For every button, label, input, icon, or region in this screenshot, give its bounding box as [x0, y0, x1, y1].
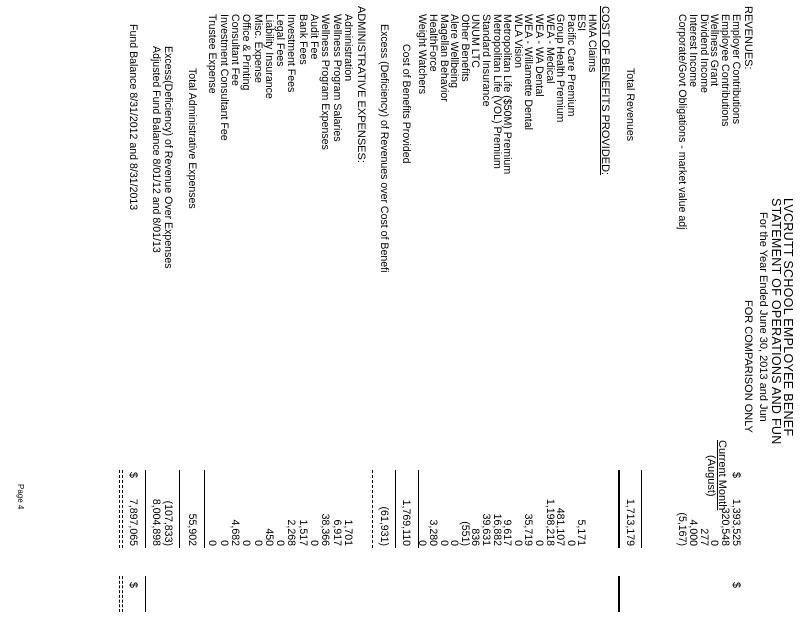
line-item-amount: 0 [240, 540, 253, 546]
line-item-row [586, 6, 597, 618]
line-item-amount: 0 [308, 540, 321, 546]
line-item-row [698, 6, 709, 618]
fund-balance-amount: 7,897,065 [127, 498, 139, 546]
line-item-label: Weight Watchers [416, 14, 429, 95]
line-item-row [576, 6, 587, 618]
line-item-row [470, 6, 481, 618]
line-item-amount: 38,366 [319, 513, 332, 546]
cost-of-benefits-row [400, 6, 411, 618]
total-admin-label: Total Administrative Expenses [186, 68, 198, 209]
comparison-note: FOR COMPARISON ONLY [742, 300, 754, 433]
line-item-row [730, 6, 741, 618]
line-item-row [286, 6, 297, 618]
line-item-amount: 836 [469, 528, 482, 546]
line-item-row [491, 6, 502, 618]
line-item-amount: 4,000 [686, 519, 699, 546]
line-item-amount: 0 [511, 540, 524, 546]
line-item-amount: 0 [564, 540, 577, 546]
total-revenues-row [624, 6, 635, 618]
column-header-month: (August) [705, 455, 717, 497]
line-item-row [207, 6, 218, 618]
report-title-line-3: For the Year Ended June 30, 2013 and Jun [757, 212, 769, 422]
line-item-label: WEA - Medical [543, 14, 556, 84]
line-item-row [502, 6, 513, 618]
line-item-row [709, 6, 720, 618]
line-item-label: Investment Fees [285, 14, 298, 93]
revenue-dollar-sign-col2: $ [730, 582, 742, 588]
adjusted-fund-balance-amount: 8,004,898 [150, 498, 162, 546]
line-item-amount: 1,198,218 [543, 498, 556, 546]
line-item-amount: 5,171 [575, 519, 588, 546]
line-item-label: Pacific Care Premium [564, 14, 577, 117]
fund-balance-double-rule-1 [122, 470, 123, 548]
line-item-label: WEA - Willamette Dental [522, 14, 535, 130]
fund-balance-dollar-sign-col2: $ [127, 582, 139, 588]
line-item-label: Metropolitan Life (VOL) Premium [490, 14, 503, 169]
line-item-label: Corporate/Govt Obligations - market value adj [676, 14, 688, 230]
line-item-row [275, 6, 286, 618]
adjusted-fund-balance-row [150, 6, 161, 618]
line-item-amount: 0 [274, 540, 287, 546]
fund-balance-rule-col2 [145, 576, 146, 612]
line-item-amount: 0 [437, 540, 450, 546]
line-item-label: Employer Contributions [730, 14, 742, 125]
total-admin-row [186, 6, 197, 618]
line-item-amount: (5,167) [676, 512, 688, 546]
fund-balance-row [127, 6, 138, 618]
line-item-amount: 450 [262, 528, 275, 546]
fund-balance-double-rule-2 [119, 470, 120, 548]
report-title-line-2: STATEMENT OF OPERATIONS AND FUN [769, 198, 783, 445]
line-item-row [252, 6, 263, 618]
line-item-row [309, 6, 320, 618]
line-item-amount: 0 [533, 540, 545, 546]
line-item-label: Wellness Program Expenses [319, 14, 332, 150]
line-item-row [512, 6, 523, 618]
line-item-amount: 1,701 [342, 519, 354, 546]
line-item-label: Alere Wellbeing [448, 14, 461, 89]
admin-subtotal-rule [204, 470, 205, 548]
benefits-heading: COST OF BENEFITS PROVIDED: [599, 6, 611, 176]
line-item-row [523, 6, 534, 618]
line-item-label: Consultant Fee [229, 14, 241, 86]
line-item-row [263, 6, 274, 618]
line-item-label: Magellan Behavior [437, 14, 450, 102]
cost-of-benefits-label: Cost of Benefits Provided [400, 44, 412, 164]
line-item-amount: 320,548 [719, 507, 732, 546]
line-item-amount: 16,882 [490, 513, 503, 546]
line-item-label: Metropolitan Life ($50M) Premium [501, 14, 514, 175]
excess-over-benefits-amount: (61,931) [378, 506, 390, 546]
fund-balance-label: Fund Balance 8/31/2012 and 8/31/2013 [127, 24, 139, 211]
line-item-label: Standard Insurance [480, 14, 492, 107]
line-item-amount: 0 [708, 540, 721, 546]
line-item-label: WLA Vision [511, 14, 524, 68]
benefits-subtotal-rule [418, 470, 419, 548]
line-item-label: UNUM LTC [469, 14, 482, 68]
line-item-label: Other Benefits [458, 14, 471, 82]
line-item-label: HealthForce [427, 14, 439, 72]
line-item-label: Group Health Premium [554, 14, 567, 123]
line-item-row [241, 6, 252, 618]
line-item-amount: 1,517 [296, 519, 309, 546]
report-title-line-1: LVCRUTT SCHOOL EMPLOYEE BENEF [781, 198, 795, 437]
line-item-label: ESI [575, 14, 588, 32]
line-item-amount: 3,280 [427, 519, 439, 546]
line-item-row [687, 6, 698, 618]
line-item-label: WEA - WA Dental [533, 14, 545, 97]
line-item-amount: 4,682 [229, 519, 241, 546]
revenues-subtotal-rule [641, 470, 642, 548]
excess-over-benefits-label: Excess (Deficiency) of Revenues over Cost of Benefi [378, 24, 390, 273]
revenues-total-rule-col2 [618, 576, 620, 612]
line-item-label: Wellness Program Salaries [330, 14, 343, 142]
line-item-label: Legal Fees [274, 14, 287, 67]
line-item-row [427, 6, 438, 618]
fund-balance-rule [145, 470, 146, 548]
line-item-label: Misc. Expense [251, 14, 264, 83]
line-item-label: Audit Fee [308, 14, 321, 60]
line-item-row [676, 6, 687, 618]
line-item-row [320, 6, 331, 618]
line-item-label: Interest Income [686, 14, 699, 88]
excess-over-expenses-label: Excess(Deficiency) of Revenue Over Expenses [162, 46, 174, 269]
line-item-label: Liability Insurance [262, 14, 275, 99]
admin-total-rule [179, 470, 180, 548]
line-item-row [555, 6, 566, 618]
line-item-amount: 2,268 [285, 519, 298, 546]
total-revenues-amount: 1,713,179 [624, 498, 636, 546]
line-item-row [342, 6, 353, 618]
column-header-current-month: Current Month [716, 440, 728, 511]
excess-over-benefits-row [378, 6, 389, 618]
line-item-row [438, 6, 449, 618]
line-item-label: HMA Claims [586, 14, 598, 73]
total-admin-amount: 55,902 [186, 513, 198, 546]
line-item-row [331, 6, 342, 618]
line-item-row [459, 6, 470, 618]
fund-balance-double-rule-col2-2 [119, 576, 120, 612]
line-item-row [218, 6, 229, 618]
line-item-amount: 0 [206, 540, 219, 546]
total-revenues-label: Total Revenues [624, 68, 636, 142]
fund-balance-double-rule-col2-1 [122, 576, 123, 612]
benefits-total-rule [395, 470, 396, 548]
line-item-label: Wellness Grant [708, 14, 721, 87]
line-item-amount: 35,719 [522, 513, 535, 546]
line-item-dollar-sign: $ [730, 472, 742, 478]
line-item-amount: 0 [251, 540, 264, 546]
line-item-row [565, 6, 576, 618]
line-item-amount: 1,393,525 [730, 498, 742, 546]
line-item-amount: 39,631 [480, 513, 492, 546]
line-item-amount: 277 [697, 528, 710, 546]
line-item-row [297, 6, 308, 618]
adjusted-fund-balance-label: Adjusted Fund Balance 8/01/12 and 8/01/13 [150, 46, 162, 253]
line-item-row [480, 6, 491, 618]
cost-of-benefits-amount: 1,769,110 [400, 499, 412, 546]
fund-balance-dollar-sign: $ [127, 472, 139, 478]
line-item-row [229, 6, 240, 618]
line-item-label: Dividend Income [697, 14, 710, 93]
revenues-total-rule [618, 470, 620, 548]
revenues-heading: REVENUES: [742, 6, 754, 70]
line-item-label: Investment Consultant Fee [217, 14, 230, 141]
excess-over-expenses-amount: (107,833) [162, 500, 174, 546]
line-item-amount: 6,917 [330, 519, 343, 546]
admin-heading: ADMINISTRATIVE EXPENSES: [355, 6, 367, 163]
line-item-amount: 0 [416, 540, 429, 546]
excess-over-expenses-row [162, 6, 173, 618]
excess-rule [372, 470, 373, 548]
line-item-label: Bank Fees [296, 14, 309, 65]
page-number: Page 4 [16, 484, 25, 510]
line-item-row [720, 6, 731, 618]
line-item-amount: 0 [217, 540, 230, 546]
line-item-amount: 481,107 [554, 507, 567, 546]
line-item-amount: 9,617 [501, 519, 514, 546]
line-item-row [544, 6, 555, 618]
line-item-row [449, 6, 460, 618]
line-item-label: Employee Contributions [719, 14, 732, 127]
line-item-row [533, 6, 544, 618]
line-item-label: Trustee Expense [206, 14, 219, 94]
line-item-label: Administration [342, 14, 354, 82]
line-item-amount: (551) [458, 521, 471, 546]
line-item-amount: 0 [448, 540, 461, 546]
line-item-label: Office & Printing [240, 14, 253, 91]
